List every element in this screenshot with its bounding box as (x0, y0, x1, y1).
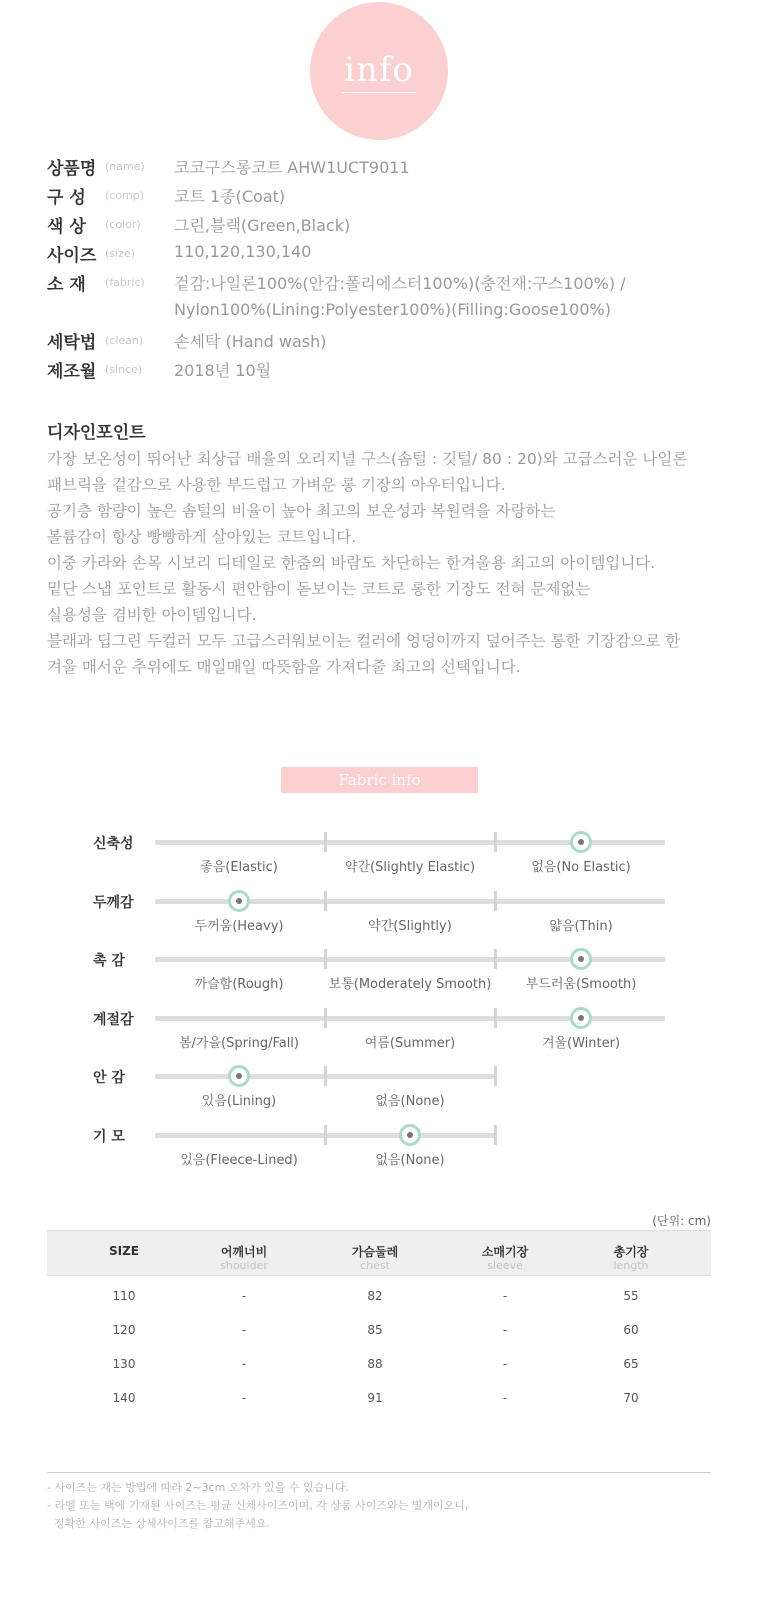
table-row (47, 1279, 711, 1313)
fabric-scale-option: 좋음(Elastic) (200, 860, 278, 875)
header-label: 총기장 (613, 1245, 649, 1259)
spec-value: 손세탁 (Hand wash) (174, 332, 327, 351)
note-line: 정확한 사이즈는 상세사이즈를 참고해주세요. (47, 1517, 270, 1530)
fabric-scale-track (155, 1016, 665, 1021)
table-cell: 88 (367, 1357, 383, 1371)
spec-sublabel: (size) (105, 247, 135, 260)
header-label: SIZE (108, 1244, 139, 1258)
fabric-scale-indicator (228, 1065, 250, 1087)
fabric-scale-divider (324, 1066, 327, 1086)
size-table-header (47, 1230, 711, 1276)
fabric-scale-label: 안 감 (93, 1070, 125, 1086)
fabric-scale-option: 부드러움(Smooth) (525, 977, 637, 992)
fabric-scale-indicator (228, 890, 250, 912)
design-line: 공기층 함량이 높은 솜털의 비율이 높아 최고의 보온성과 복원력을 자랑하는 (47, 502, 556, 520)
fabric-scale-indicator (570, 831, 592, 853)
spec-sublabel: (fabric) (105, 276, 145, 289)
table-cell: - (502, 1289, 508, 1303)
fabric-scale-divider (494, 891, 497, 911)
table-cell: 65 (623, 1357, 639, 1371)
fabric-scale-option: 약간(Slightly) (368, 919, 452, 934)
header-label: 어깨너비 (220, 1245, 268, 1259)
fabric-scale-divider (324, 1008, 327, 1028)
info-badge (310, 2, 448, 140)
table-cell: 110 (112, 1289, 136, 1303)
table-row (47, 1347, 711, 1381)
header-sublabel: chest (360, 1259, 390, 1272)
design-line: 볼륨감이 항상 빵빵하게 살아있는 코트입니다. (47, 528, 357, 546)
header-shoulder (179, 1231, 309, 1272)
spec-label: 소 재 (47, 275, 86, 295)
design-line: 블래과 딥그린 두컬러 모두 고급스러워보이는 컬러에 엉덩이까지 덮어주는 롱한 기장감으로 한 (47, 632, 681, 650)
fabric-scale-option: 있음(Lining) (201, 1094, 277, 1109)
size-notes (47, 1479, 468, 1533)
fabric-scale-divider (494, 832, 497, 852)
fabric-scale-divider (494, 1066, 497, 1086)
fabric-scale-option: 없음(None) (375, 1094, 445, 1109)
spec-sublabel: (since) (105, 363, 143, 376)
size-table (47, 1230, 711, 1415)
fabric-scale-label: 계절감 (93, 1012, 134, 1028)
spec-label: 색 상 (47, 217, 86, 237)
fabric-scale-divider (324, 832, 327, 852)
table-cell: 55 (623, 1289, 639, 1303)
design-line: 이중 카라와 손목 시보리 디테일로 한줌의 바람도 차단하는 한겨울용 최고의 아이템입니다. (47, 554, 656, 572)
table-cell: 70 (623, 1391, 639, 1405)
table-cell: - (502, 1357, 508, 1371)
spec-value: 겉감:나일론100%(안감:폴리에스터100%)(충전재:구스100%) / (174, 274, 626, 293)
table-cell: 85 (367, 1323, 383, 1337)
table-cell: - (241, 1289, 247, 1303)
table-cell: - (241, 1391, 247, 1405)
header-label: 소매기장 (481, 1245, 529, 1259)
fabric-scale-label: 촉 감 (93, 953, 125, 969)
fabric-scale-option: 보통(Moderately Smooth) (328, 977, 492, 992)
header-sublabel: shoulder (220, 1259, 268, 1272)
fabric-scale-divider (494, 949, 497, 969)
spec-sublabel: (clean) (105, 334, 144, 347)
fabric-scale-indicator (570, 948, 592, 970)
design-line: 패브릭을 겉감으로 사용한 부드럽고 가벼운 롱 기장의 아우터입니다. (47, 476, 506, 494)
table-cell: - (241, 1357, 247, 1371)
fabric-scale-track (155, 899, 665, 904)
fabric-info-badge: Fabric info (281, 767, 478, 793)
spec-label: 구 성 (47, 188, 86, 208)
spec-value: 110,120,130,140 (174, 242, 312, 261)
table-cell: - (502, 1323, 508, 1337)
design-line: 실용성을 겸비한 아이템입니다. (47, 606, 257, 624)
table-row (47, 1313, 711, 1347)
design-line: 밑단 스냅 포인트로 활동시 편안함이 돋보이는 코트로 롱한 기장도 전혀 문제없는 (47, 580, 591, 598)
table-cell: 60 (623, 1323, 639, 1337)
info-badge-label: info (342, 50, 416, 93)
spec-label: 세탁법 (47, 333, 97, 353)
table-cell: 91 (367, 1391, 383, 1405)
fabric-scale-track (155, 957, 665, 962)
size-unit: (단위: cm) (652, 1214, 711, 1228)
header-chest (310, 1231, 440, 1272)
spec-sublabel: (color) (105, 218, 141, 231)
header-length (566, 1231, 696, 1272)
header-size (59, 1231, 189, 1258)
table-cell: - (502, 1391, 508, 1405)
spec-sublabel: (comp) (105, 189, 145, 202)
table-cell: - (241, 1323, 247, 1337)
spec-value: 코코구스롱코트 AHW1UCT9011 (174, 158, 410, 177)
spec-value: 그린,블랙(Green,Black) (174, 216, 351, 235)
spec-value: 코트 1종(Coat) (174, 187, 286, 206)
design-point-text (47, 446, 687, 680)
note-line: - 사이즈는 재는 방법에 따라 2~3cm 오차가 있을 수 있습니다. (47, 1481, 350, 1494)
fabric-scale-option: 두꺼움(Heavy) (194, 919, 284, 934)
fabric-scale-option: 겨울(Winter) (541, 1036, 621, 1051)
header-label: 가슴둘레 (351, 1245, 399, 1259)
table-cell: 130 (112, 1357, 136, 1371)
table-cell: 120 (112, 1323, 136, 1337)
table-row (47, 1381, 711, 1415)
fabric-scale-divider (324, 891, 327, 911)
table-cell: 140 (112, 1391, 136, 1405)
notes-divider (47, 1472, 711, 1473)
fabric-scale-option: 여름(Summer) (364, 1036, 456, 1051)
header-sublabel: sleeve (487, 1259, 523, 1272)
fabric-scale-divider (324, 949, 327, 969)
fabric-scale-option: 없음(No Elastic) (531, 860, 631, 875)
design-line: 겨울 매서운 추위에도 매일매일 따뜻함을 가져다줄 최고의 선택입니다. (47, 658, 521, 676)
fabric-scale-indicator (570, 1007, 592, 1029)
fabric-scale-track (155, 840, 665, 845)
design-point-title: 디자인포인트 (47, 423, 146, 443)
fabric-scale-indicator (399, 1124, 421, 1146)
fabric-scale-divider (494, 1008, 497, 1028)
spec-value: 2018년 10월 (174, 361, 272, 380)
header-sleeve (440, 1231, 570, 1272)
spec-label: 사이즈 (47, 246, 97, 266)
fabric-scale-label: 두께감 (93, 895, 134, 911)
spec-value-line2: Nylon100%(Lining:Polyester100%)(Filling:Goose100%) (174, 300, 611, 319)
fabric-scale-option: 약간(Slightly Elastic) (344, 860, 476, 875)
fabric-scale-option: 없음(None) (375, 1153, 445, 1168)
table-cell: 82 (367, 1289, 383, 1303)
fabric-scale-divider (324, 1125, 327, 1145)
fabric-scale-option: 까슬함(Rough) (194, 977, 284, 992)
fabric-scale-option: 있음(Fleece-Lined) (180, 1153, 298, 1168)
fabric-scale-option: 얇음(Thin) (549, 919, 613, 934)
fabric-scale-label: 신축성 (93, 836, 134, 852)
fabric-scale-track (155, 1074, 495, 1079)
design-line: 가장 보온성이 뛰어난 최상급 배율의 오리지널 구스(솜털 : 깃털/ 80 : 20)와 고급스러운 나일론 (47, 450, 688, 468)
note-line: - 라벨 또는 택에 기재된 사이즈는 평균 신체사이즈이며, 각 상품 사이즈와는 별개이오니, (47, 1499, 469, 1512)
fabric-scale-track (155, 1133, 495, 1138)
header-sublabel: length (613, 1259, 649, 1272)
fabric-scale-option: 봄/가을(Spring/Fall) (178, 1036, 300, 1051)
fabric-scale-label: 기 모 (93, 1129, 125, 1145)
spec-sublabel: (name) (105, 160, 145, 173)
spec-label: 제조월 (47, 362, 97, 382)
fabric-scale-divider (494, 1125, 497, 1145)
spec-label: 상품명 (47, 159, 97, 179)
